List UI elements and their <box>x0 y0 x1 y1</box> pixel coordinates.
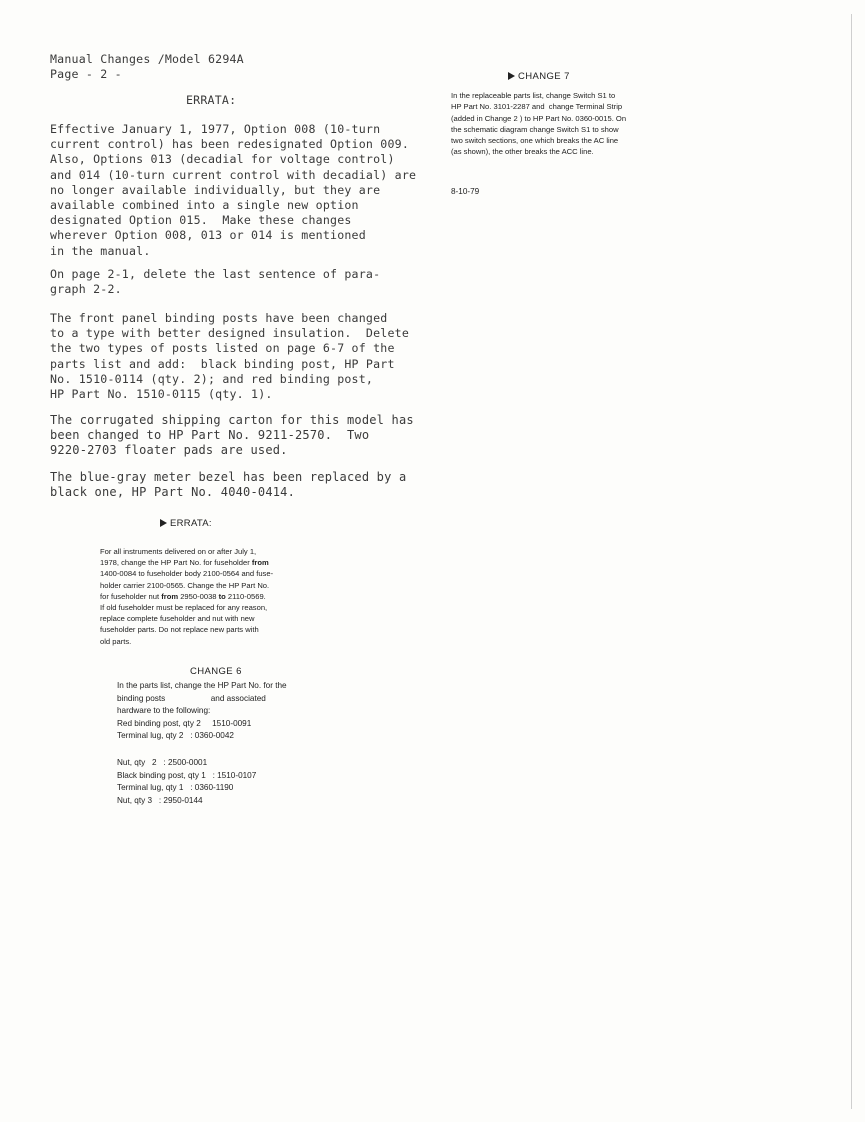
text-line <box>100 557 273 568</box>
text-line: Nut, qty 2 : 2500-0001 <box>117 758 208 767</box>
text-line: two switch sections, one which breaks the AC line <box>451 136 619 146</box>
text-line: been changed to HP Part No. 9211-2570. Two <box>50 428 370 443</box>
errata-paragraph-binding-posts <box>50 311 409 402</box>
errata-fuseholder-body <box>100 546 273 647</box>
errata-heading: ERRATA: <box>186 93 237 107</box>
text-line: For all instruments delivered on or after July 1, <box>100 547 257 556</box>
change-6-heading: CHANGE 6 <box>190 666 242 677</box>
pointer-arrow-icon <box>508 72 515 80</box>
text-line: the two types of posts listed on page 6-7 of the <box>50 341 395 356</box>
text-line: On page 2-1, delete the last sentence of para- <box>50 267 381 281</box>
text-line: Terminal lug, qty 2 : 0360-0042 <box>117 731 234 740</box>
text-line: black one, HP Part No. 4040-0414. <box>50 485 296 500</box>
text-line: The front panel binding posts have been changed <box>50 311 388 325</box>
change-7-heading <box>508 71 570 82</box>
header-page-number: Page - 2 - <box>50 67 122 82</box>
text-line: Terminal lug, qty 1 : 0360-1190 <box>117 783 234 792</box>
text-line: Nut, qty 3 : 2950-0144 <box>117 795 203 805</box>
text-line: to a type with better designed insulation. Delete <box>50 326 410 341</box>
text-line <box>100 591 273 602</box>
text-line: wherever Option 008, 013 or 014 is mentioned <box>50 228 366 243</box>
text-line: old parts. <box>100 636 132 646</box>
text-line: Effective January 1, 1977, Option 008 (10-turn <box>50 122 381 136</box>
text-line: available combined into a single new option <box>50 198 359 213</box>
text-line: The corrugated shipping carton for this model has <box>50 413 414 427</box>
text-line: Black binding post, qty 1 : 1510-0107 <box>117 770 257 780</box>
text-line: no longer available individually, but they are <box>50 182 381 197</box>
change-6-body <box>117 680 287 743</box>
errata-paragraph-meter-bezel <box>50 470 406 500</box>
text-line: The blue-gray meter bezel has been replaced by a <box>50 470 407 484</box>
page-edge-line <box>851 14 852 1109</box>
text-line: designated Option 015. Make these changes <box>50 213 352 228</box>
text-line: 1400-0084 to fuseholder body 2100-0564 and fuse- <box>100 569 274 579</box>
text-line: In the replaceable parts list, change Switch S1 to <box>451 91 616 100</box>
text-run: 1978, change the HP Part No. for fuseholder <box>100 558 252 568</box>
change-7-heading-text: CHANGE 7 <box>518 71 570 82</box>
errata-paragraph-shipping-carton <box>50 413 414 459</box>
change-date: 8-10-79 <box>451 187 480 196</box>
text-line: 9220-2703 floater pads are used. <box>50 443 288 458</box>
text-line: HP Part No. 1510-0115 (qty. 1). <box>50 387 273 402</box>
text-line: In the parts list, change the HP Part No. for the <box>117 681 287 690</box>
text-run: 2110-0569. <box>225 591 266 601</box>
text-line: the schematic diagram change Switch S1 to show <box>451 124 619 134</box>
text-line: hardware to the following: <box>117 706 211 715</box>
errata-paragraph-options <box>50 122 416 259</box>
text-line: graph 2-2. <box>50 282 122 297</box>
text-line: in the manual. <box>50 243 151 258</box>
text-line: (added in Change 2 ) to HP Part No. 0360-0015. On <box>451 113 627 123</box>
text-line: binding posts and associated <box>117 693 266 703</box>
text-line: fuseholder parts. Do not replace new parts with <box>100 625 259 635</box>
text-line: current control) has been redesignated Option 009. <box>50 137 410 152</box>
text-run-bold: from <box>251 558 269 568</box>
text-line: holder carrier 2100-0565. Change the HP Part No. <box>100 580 270 590</box>
text-line: Red binding post, qty 2 1510-0091 <box>117 718 252 728</box>
pointer-arrow-icon <box>160 519 167 527</box>
text-run-bold: to <box>218 591 226 601</box>
page-header <box>50 52 244 82</box>
text-run: for fuseholder nut <box>100 591 162 601</box>
text-run-bold: from <box>161 591 179 601</box>
errata-paragraph-page-2-1 <box>50 267 380 297</box>
text-line: parts list and add: black binding post, HP Part <box>50 356 395 371</box>
errata-fuseholder-heading-text: ERRATA: <box>170 518 212 529</box>
header-title: Manual Changes /Model 6294A <box>50 52 244 66</box>
change-6-parts-list <box>117 757 256 807</box>
text-line: replace complete fuseholder and nut with new <box>100 614 255 624</box>
text-line: (as shown), the other breaks the ACC line. <box>451 147 594 157</box>
text-run: 2950-0038 <box>178 591 219 601</box>
text-line: Also, Options 013 (decadial for voltage control) <box>50 152 395 167</box>
change-7-body <box>451 90 626 158</box>
errata-fuseholder-heading <box>160 518 212 529</box>
text-line: and 014 (10-turn current control with decadial) are <box>50 167 417 182</box>
text-line: If old fuseholder must be replaced for any reason, <box>100 603 268 613</box>
text-line: HP Part No. 3101-2287 and change Terminal Strip <box>451 102 623 112</box>
text-line: No. 1510-0114 (qty. 2); and red binding post, <box>50 371 374 386</box>
